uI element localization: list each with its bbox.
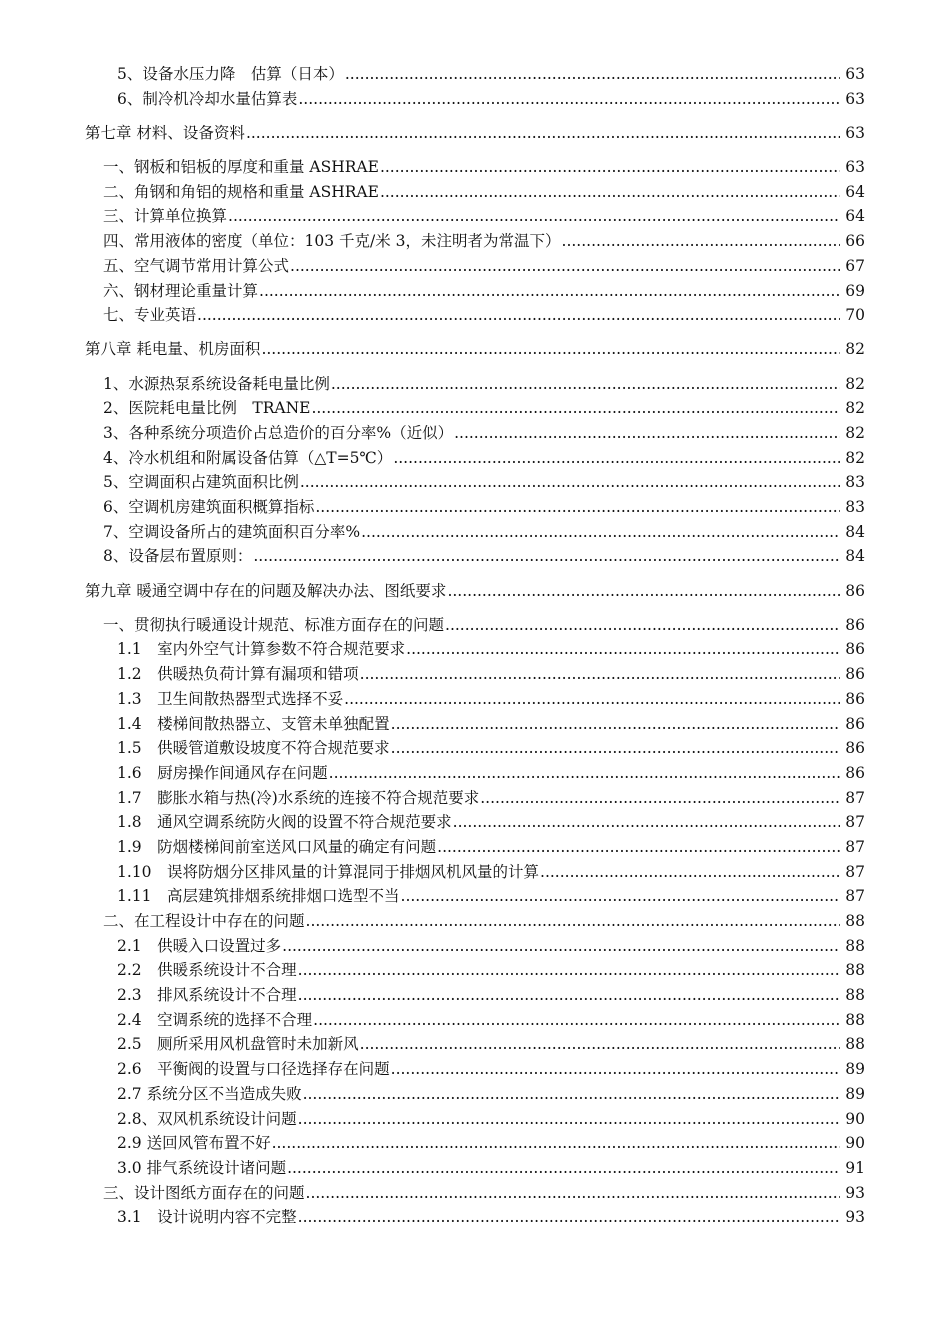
- toc-entry-title: 第九章 暖通空调中存在的问题及解决办法、图纸要求: [85, 581, 447, 600]
- dot-leader: [290, 254, 840, 279]
- dot-leader: [401, 884, 840, 909]
- toc-entry[interactable]: [0, 712, 950, 737]
- dot-leader: [300, 470, 840, 495]
- toc-entry-title: 二、在工程设计中存在的问题: [103, 912, 305, 930]
- dot-leader: [259, 279, 840, 304]
- toc-entry[interactable]: [0, 204, 950, 229]
- toc-page-number: 86: [845, 739, 865, 758]
- toc-entry[interactable]: [0, 62, 950, 87]
- dot-leader: [393, 446, 840, 471]
- toc-entry-title: 三、设计图纸方面存在的问题: [103, 1183, 305, 1202]
- toc-page-number: 69: [845, 281, 865, 300]
- dot-leader: [282, 934, 840, 959]
- toc-entry-title: 六、钢材理论重量计算: [103, 281, 259, 300]
- toc-entry[interactable]: [0, 983, 950, 1008]
- toc-page-number: 86: [845, 640, 865, 659]
- toc-page-number: 82: [845, 399, 865, 418]
- toc-entry-title: 第八章 耗电量、机房面积: [85, 340, 261, 359]
- toc-entry-title: 1.5 供暖管道敷设坡度不符合规范要求: [117, 739, 390, 758]
- toc-page-number: 90: [845, 1109, 865, 1128]
- toc-entry[interactable]: [0, 613, 950, 638]
- toc-entry-title: 一、贯彻执行暖通设计规范、标准方面存在的问题: [103, 615, 445, 634]
- toc-entry-title: 四、常用液体的密度（单位：103 千克/米 3，未注明者为常温下）: [103, 232, 561, 251]
- toc-entry-title: 4、冷水机组和附属设备估算（△T=5℃）: [103, 448, 393, 467]
- toc-entry-title: 1.10 误将防烟分区排风量的计算混同于排烟风机风量的计算: [117, 862, 540, 881]
- toc-page-number: 88: [845, 936, 865, 955]
- toc-entry-title: 1.7 膨胀水箱与热(冷)水系统的连接不符合规范要求: [117, 788, 480, 807]
- toc-entry[interactable]: [0, 786, 950, 811]
- toc-page-number: 89: [845, 1060, 865, 1079]
- toc-entry[interactable]: [0, 254, 950, 279]
- toc-entry[interactable]: [0, 372, 950, 397]
- dot-leader: [540, 860, 840, 885]
- toc-entry[interactable]: [0, 470, 950, 495]
- toc-page-number: 67: [845, 256, 865, 275]
- dot-leader: [562, 229, 840, 254]
- toc-page-number: 64: [845, 182, 865, 201]
- toc-entry[interactable]: [0, 446, 950, 471]
- toc-entry[interactable]: [0, 155, 950, 180]
- toc-entry-title: 6、空调机房建筑面积概算指标: [103, 498, 315, 516]
- toc-entry-title: 5、空调面积占建筑面积比例: [103, 473, 299, 492]
- dot-leader: [329, 761, 840, 786]
- toc-entry[interactable]: [0, 303, 950, 328]
- dot-leader: [331, 372, 840, 397]
- toc-page-number: 70: [845, 306, 865, 325]
- dot-leader: [298, 87, 840, 112]
- toc-entry-title: 5、设备水压力降 估算（日本）: [117, 65, 344, 83]
- toc-entry-title: 3.1 设计说明内容不完整: [117, 1208, 297, 1227]
- toc-chapter-entry[interactable]: [0, 579, 950, 604]
- toc-entry[interactable]: [0, 1032, 950, 1057]
- toc-page-number: 84: [845, 522, 865, 541]
- toc-page-number: 88: [845, 912, 865, 930]
- toc-entry[interactable]: [0, 810, 950, 835]
- toc-entry[interactable]: [0, 1156, 950, 1181]
- toc-entry-title: 2.1 供暖入口设置过多: [117, 936, 282, 955]
- dot-leader: [298, 1205, 840, 1230]
- dot-leader: [311, 396, 840, 421]
- toc-entry-title: 1、水源热泵系统设备耗电量比例: [103, 374, 330, 393]
- toc-entry[interactable]: [0, 1131, 950, 1156]
- toc-page-number: 87: [845, 788, 865, 807]
- toc-entry[interactable]: [0, 637, 950, 662]
- toc-entry[interactable]: [0, 687, 950, 712]
- toc-entry-title: 1.4 楼梯间散热器立、支管未单独配置: [117, 714, 390, 733]
- toc-page-number: 89: [845, 1084, 865, 1103]
- dot-leader: [253, 544, 840, 569]
- toc-page-number: 86: [845, 763, 865, 782]
- toc-page-number: 88: [845, 1035, 865, 1054]
- toc-entry[interactable]: [0, 662, 950, 687]
- toc-page-number: 63: [845, 89, 865, 108]
- toc-page-number: 93: [845, 1208, 865, 1227]
- dot-leader: [447, 579, 840, 604]
- toc-entry-title: 2.8、双风机系统设计问题: [117, 1109, 297, 1128]
- dot-leader: [391, 1057, 840, 1082]
- dot-leader: [298, 958, 840, 983]
- toc-entry[interactable]: [0, 1082, 950, 1107]
- toc-page-number: 83: [845, 498, 865, 516]
- toc-entry-title: 2.7 系统分区不当造成失败: [117, 1084, 302, 1103]
- toc-entry-title: 1.3 卫生间散热器型式选择不妥: [117, 689, 344, 708]
- toc-entry[interactable]: [0, 835, 950, 860]
- toc-page-number: 90: [845, 1134, 865, 1153]
- toc-page-number: 87: [845, 887, 865, 906]
- toc-page-number: 86: [845, 665, 865, 684]
- dot-leader: [306, 909, 840, 934]
- dot-leader: [391, 736, 840, 761]
- toc-entry-title: 1.9 防烟楼梯间前室送风口风量的确定有问题: [117, 837, 437, 856]
- toc-entry[interactable]: [0, 860, 950, 885]
- dot-leader: [298, 983, 840, 1008]
- dot-leader: [361, 520, 840, 545]
- toc-page-number: 86: [845, 615, 865, 634]
- toc-entry-title: 2、医院耗电量比例 TRANE: [103, 399, 311, 418]
- dot-leader: [391, 712, 840, 737]
- toc-entry-title: 2.9 送回风管布置不好: [117, 1134, 271, 1153]
- toc-entry-title: 1.6 厨房操作间通风存在问题: [117, 763, 328, 782]
- toc-entry-title: 一、钢板和铝板的厚度和重量 ASHRAE: [103, 158, 379, 177]
- toc-page-number: 88: [845, 961, 865, 980]
- toc-page-number: 83: [845, 473, 865, 492]
- toc-page-number: 86: [845, 581, 865, 600]
- toc-page-number: 63: [845, 123, 865, 142]
- toc-entry-title: 第七章 材料、设备资料: [85, 123, 245, 142]
- dot-leader: [453, 810, 840, 835]
- toc-page-number: 86: [845, 689, 865, 708]
- toc-entry[interactable]: [0, 421, 950, 446]
- toc-page-number: 93: [845, 1183, 865, 1202]
- toc-entry-title: 二、角钢和角铝的规格和重量 ASHRAE: [103, 182, 379, 201]
- toc-entry-title: 2.6 平衡阀的设置与口径选择存在问题: [117, 1060, 390, 1079]
- toc-entry[interactable]: [0, 544, 950, 569]
- toc-entry-title: 6、制冷机冷却水量估算表: [117, 89, 298, 108]
- toc-page-number: 87: [845, 813, 865, 832]
- toc-entry-title: 1.2 供暖热负荷计算有漏项和错项: [117, 665, 359, 684]
- dot-leader: [454, 421, 840, 446]
- toc-page-number: 88: [845, 1010, 865, 1029]
- dot-leader: [445, 613, 840, 638]
- dot-leader: [344, 687, 840, 712]
- toc-page-number: 88: [845, 986, 865, 1005]
- toc-entry[interactable]: [0, 884, 950, 909]
- toc-entry-title: 2.5 厕所采用风机盘管时未加新风: [117, 1035, 359, 1054]
- table-of-contents: [0, 62, 950, 1230]
- toc-page-number: 82: [845, 448, 865, 467]
- toc-entry-title: 1.11 高层建筑排烟系统排烟口选型不当: [117, 887, 400, 906]
- toc-entry[interactable]: [0, 495, 950, 520]
- toc-entry-title: 五、空气调节常用计算公式: [103, 256, 290, 275]
- toc-entry[interactable]: [0, 736, 950, 761]
- dot-leader: [406, 637, 840, 662]
- dot-leader: [360, 662, 840, 687]
- toc-page-number: 82: [845, 374, 865, 393]
- toc-page-number: 82: [845, 423, 865, 442]
- toc-entry-title: 1.1 室内外空气计算参数不符合规范要求: [117, 640, 406, 659]
- toc-page-number: 66: [845, 232, 865, 251]
- toc-entry-title: 七、专业英语: [103, 306, 197, 325]
- dot-leader: [360, 1032, 840, 1057]
- dot-leader: [197, 303, 840, 328]
- dot-leader: [272, 1131, 840, 1156]
- toc-entry-title: 8、设备层布置原则：: [103, 547, 253, 566]
- toc-page-number: 63: [845, 158, 865, 177]
- toc-entry[interactable]: [0, 909, 950, 934]
- toc-entry-title: 1.8 通风空调系统防火阀的设置不符合规范要求: [117, 813, 452, 832]
- toc-entry[interactable]: [0, 279, 950, 304]
- toc-entry-title: 三、计算单位换算: [103, 207, 228, 226]
- dot-leader: [345, 62, 840, 87]
- dot-leader: [287, 1156, 840, 1181]
- toc-entry[interactable]: [0, 1008, 950, 1033]
- toc-entry[interactable]: [0, 1181, 950, 1206]
- toc-entry[interactable]: [0, 934, 950, 959]
- toc-entry[interactable]: [0, 1107, 950, 1132]
- toc-entry-title: 3、各种系统分项造价占总造价的百分率%（近似）: [103, 423, 454, 442]
- toc-entry[interactable]: [0, 396, 950, 421]
- toc-entry[interactable]: [0, 87, 950, 112]
- dot-leader: [303, 1082, 840, 1107]
- dot-leader: [380, 155, 840, 180]
- toc-page-number: 86: [845, 714, 865, 733]
- toc-entry[interactable]: [0, 761, 950, 786]
- toc-page-number: 63: [845, 65, 865, 83]
- toc-page-number: 87: [845, 837, 865, 856]
- toc-page-number: 82: [845, 340, 865, 359]
- toc-page-number: 84: [845, 547, 865, 566]
- toc-entry-title: 2.4 空调系统的选择不合理: [117, 1010, 313, 1029]
- toc-entry-title: 7、空调设备所占的建筑面积百分率%: [103, 522, 361, 541]
- dot-leader: [313, 1008, 840, 1033]
- dot-leader: [228, 204, 840, 229]
- toc-page-number: 91: [845, 1158, 865, 1177]
- dot-leader: [306, 1181, 840, 1206]
- toc-page-number: 64: [845, 207, 865, 226]
- dot-leader: [261, 337, 840, 362]
- toc-page-number: 87: [845, 862, 865, 881]
- toc-entry-title: 2.3 排风系统设计不合理: [117, 986, 297, 1005]
- toc-entry[interactable]: [0, 1205, 950, 1230]
- dot-leader: [480, 786, 840, 811]
- dot-leader: [380, 180, 840, 205]
- toc-entry[interactable]: [0, 180, 950, 205]
- toc-entry[interactable]: [0, 1057, 950, 1082]
- toc-entry-title: 2.2 供暖系统设计不合理: [117, 961, 297, 980]
- dot-leader: [437, 835, 840, 860]
- toc-chapter-entry[interactable]: [0, 121, 950, 146]
- dot-leader: [298, 1107, 840, 1132]
- toc-entry[interactable]: [0, 229, 950, 254]
- toc-entry[interactable]: [0, 958, 950, 983]
- toc-entry-title: 3.0 排气系统设计诸问题: [117, 1158, 287, 1177]
- toc-chapter-entry[interactable]: [0, 337, 950, 362]
- toc-entry[interactable]: [0, 520, 950, 545]
- dot-leader: [315, 495, 840, 520]
- dot-leader: [246, 121, 840, 146]
